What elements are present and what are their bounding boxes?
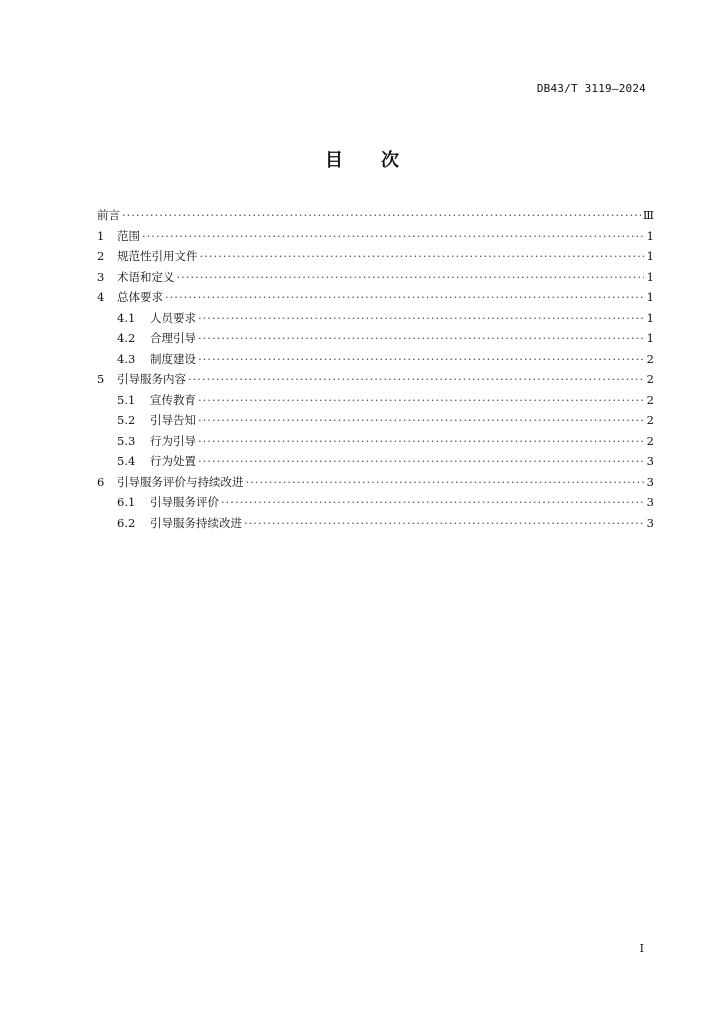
toc-entry-number: 1	[97, 228, 105, 243]
toc-entry-label: 制度建设	[150, 351, 196, 366]
toc-entry-label: 合理引导	[150, 331, 196, 345]
toc-entry-label: 引导服务内容	[117, 372, 186, 386]
toc-entry-number: 5	[97, 372, 105, 386]
toc-entry-label: 引导服务持续改进	[150, 515, 242, 530]
toc-leader-dots	[198, 431, 644, 452]
toc-entry-number: 5.4	[117, 454, 136, 468]
toc-entry-number: 5.3	[117, 433, 136, 448]
toc-entry-number: 6.1	[117, 495, 136, 509]
toc-entry-number: 6	[97, 474, 105, 489]
toc-entry-number: 4	[97, 290, 105, 304]
toc-entry-label: 范围	[117, 228, 140, 243]
toc-entry-label: 引导服务评价	[150, 495, 219, 509]
toc-entry-2[interactable]	[97, 246, 654, 267]
toc-entry-4-2[interactable]	[97, 328, 654, 349]
toc-title-part2: 次	[381, 150, 399, 171]
toc-entry-page: 3	[646, 495, 654, 509]
toc-title	[0, 146, 724, 172]
toc-entry-number: 5.1	[117, 392, 136, 407]
toc-leader-dots	[198, 390, 644, 411]
document-code: DB43/T 3119—2024	[536, 82, 646, 95]
toc-entry-label: 规范性引用文件	[117, 249, 198, 263]
toc-entry-label: 前言	[97, 208, 120, 222]
toc-entry-page: Ⅲ	[642, 208, 654, 222]
toc-list	[97, 205, 654, 533]
toc-entry-4-1[interactable]	[97, 308, 654, 329]
toc-entry-label: 引导服务评价与持续改进	[117, 474, 244, 489]
toc-entry-4-3[interactable]	[97, 349, 654, 370]
toc-entry-page: 3	[646, 474, 654, 489]
toc-entry-label: 术语和定义	[117, 269, 175, 284]
toc-entry-page: 1	[646, 249, 654, 263]
toc-entry-3[interactable]	[97, 267, 654, 288]
toc-leader-dots	[200, 246, 645, 267]
toc-leader-dots	[198, 451, 644, 472]
toc-entry-label: 引导告知	[150, 413, 196, 427]
toc-entry-page: 1	[646, 228, 654, 243]
toc-entry-page: 1	[646, 290, 654, 304]
toc-leader-dots	[122, 205, 641, 226]
toc-entry-page: 2	[646, 433, 654, 448]
toc-entry-page: 1	[646, 310, 654, 325]
toc-entry-5-3[interactable]	[97, 431, 654, 452]
toc-leader-dots	[165, 287, 644, 308]
toc-entry-label: 行为处置	[150, 454, 196, 468]
toc-leader-dots	[198, 410, 644, 431]
toc-entry-label: 总体要求	[117, 290, 163, 304]
toc-leader-dots	[246, 472, 645, 493]
toc-leader-dots	[142, 226, 644, 247]
toc-entry-page: 1	[646, 331, 654, 345]
toc-entry-number: 5.2	[117, 413, 136, 427]
toc-entry-label: 宣传教育	[150, 392, 196, 407]
toc-entry-label: 行为引导	[150, 433, 196, 448]
toc-entry-page: 2	[646, 413, 654, 427]
toc-leader-dots	[221, 492, 644, 513]
toc-entry-foreword[interactable]	[97, 205, 654, 226]
toc-entry-4[interactable]	[97, 287, 654, 308]
page-number: I	[639, 942, 644, 955]
toc-entry-1[interactable]	[97, 226, 654, 247]
toc-leader-dots	[198, 308, 644, 329]
toc-leader-dots	[198, 328, 644, 349]
toc-entry-5-4[interactable]	[97, 451, 654, 472]
toc-leader-dots	[177, 267, 645, 288]
toc-entry-page: 3	[646, 515, 654, 530]
toc-entry-number: 4.1	[117, 310, 136, 325]
toc-entry-5-1[interactable]	[97, 390, 654, 411]
toc-entry-label: 人员要求	[150, 310, 196, 325]
toc-entry-page: 2	[646, 351, 654, 366]
toc-entry-number: 6.2	[117, 515, 136, 530]
toc-entry-number: 4.3	[117, 351, 136, 366]
toc-leader-dots	[198, 349, 644, 370]
toc-entry-number: 2	[97, 249, 105, 263]
toc-entry-number: 4.2	[117, 331, 136, 345]
toc-entry-page: 1	[646, 269, 654, 284]
toc-entry-page: 3	[646, 454, 654, 468]
toc-entry-5-2[interactable]	[97, 410, 654, 431]
toc-entry-5[interactable]	[97, 369, 654, 390]
toc-leader-dots	[244, 513, 644, 534]
toc-entry-page: 2	[646, 372, 654, 386]
toc-leader-dots	[188, 369, 644, 390]
toc-entry-6-1[interactable]	[97, 492, 654, 513]
toc-title-part1: 目	[325, 150, 343, 171]
toc-entry-6-2[interactable]	[97, 513, 654, 534]
toc-entry-6[interactable]	[97, 472, 654, 493]
toc-entry-page: 2	[646, 392, 654, 407]
toc-entry-number: 3	[97, 269, 105, 284]
